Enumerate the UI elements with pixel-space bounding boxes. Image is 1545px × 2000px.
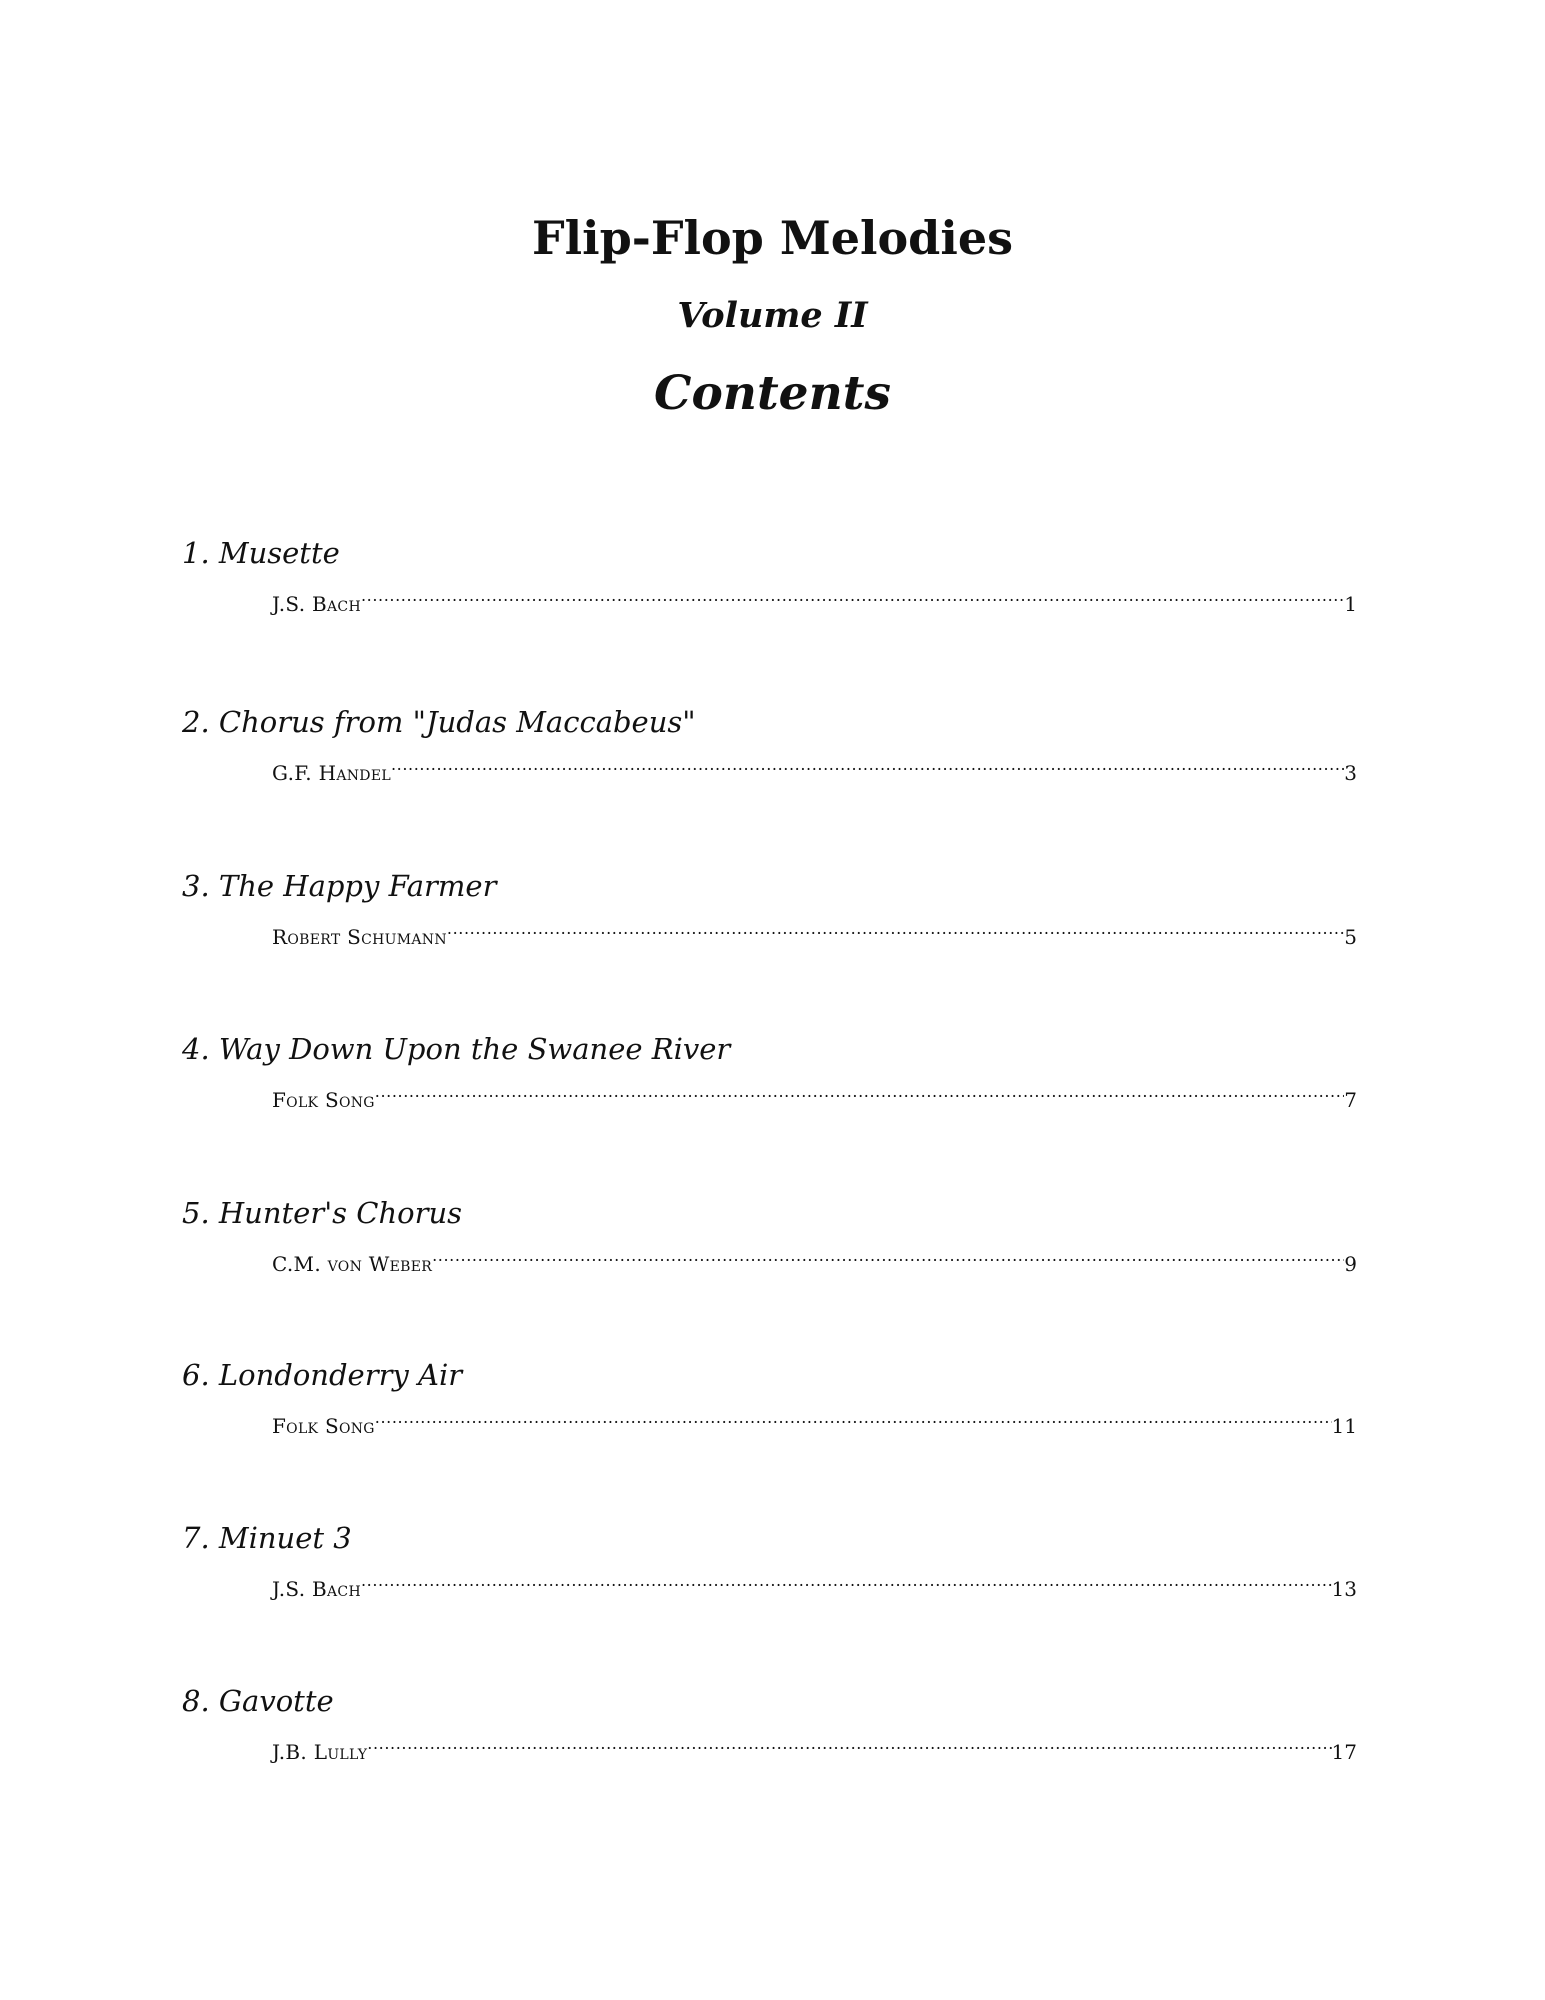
contents-heading: Contents <box>654 366 891 421</box>
toc-entry <box>182 533 1362 623</box>
volume-subtitle: Volume II <box>677 295 868 336</box>
toc-entry-line <box>272 1241 1357 1276</box>
toc-entry-title: 6. Londonderry Air <box>182 1358 463 1392</box>
toc-entry-composer: C.M. von Weber <box>272 1252 433 1276</box>
toc-entry <box>182 1681 1362 1771</box>
toc-entry-composer: Robert Schumann <box>272 925 447 949</box>
dot-leader <box>447 914 1344 944</box>
toc-entry-line <box>272 750 1357 785</box>
toc-entry-line <box>272 581 1357 616</box>
toc-entry-line <box>272 914 1357 949</box>
toc-entry-page-number: 5 <box>1344 925 1357 949</box>
dot-leader <box>375 1077 1344 1107</box>
toc-entry-page-number: 17 <box>1331 1740 1357 1764</box>
toc-entry-title: 3. The Happy Farmer <box>182 869 497 903</box>
toc-entry-line <box>272 1403 1357 1438</box>
dot-leader <box>361 1566 1332 1596</box>
toc-entry-title: 5. Hunter's Chorus <box>182 1196 463 1230</box>
dot-leader <box>361 581 1344 611</box>
dot-leader <box>391 750 1344 780</box>
dot-leader <box>432 1241 1344 1271</box>
toc-entry <box>182 1029 1362 1119</box>
dot-leader <box>375 1403 1332 1433</box>
toc-entry-line <box>272 1729 1357 1764</box>
toc-entry <box>182 1518 1362 1608</box>
toc-entry-title: 4. Way Down Upon the Swanee River <box>182 1032 731 1066</box>
dot-leader <box>367 1729 1331 1759</box>
toc-entry-title: 8. Gavotte <box>182 1684 334 1718</box>
toc-entry-line <box>272 1566 1357 1601</box>
toc-entry-composer: J.S. Bach <box>272 1577 361 1601</box>
toc-entry <box>182 1193 1362 1283</box>
toc-entry-composer: J.S. Bach <box>272 592 361 616</box>
toc-entry-page-number: 1 <box>1344 592 1357 616</box>
toc-entry <box>182 866 1362 956</box>
toc-entry-page-number: 3 <box>1344 761 1357 785</box>
toc-entry-page-number: 13 <box>1331 1577 1357 1601</box>
toc-entry-page-number: 9 <box>1344 1252 1357 1276</box>
document-title: Flip-Flop Melodies <box>531 211 1013 265</box>
toc-entry-composer: G.F. Handel <box>272 761 391 785</box>
toc-entry-title: 2. Chorus from "Judas Maccabeus" <box>182 705 696 739</box>
toc-entry-title: 1. Musette <box>182 536 340 570</box>
toc-entry-line <box>272 1077 1357 1112</box>
toc-entry-composer: Folk Song <box>272 1088 375 1112</box>
toc-entry <box>182 1355 1362 1445</box>
toc-entry-composer: J.B. Lully <box>272 1740 368 1764</box>
toc-entry-page-number: 11 <box>1331 1414 1357 1438</box>
toc-entry-composer: Folk Song <box>272 1414 375 1438</box>
toc-entry <box>182 702 1362 792</box>
toc-entry-title: 7. Minuet 3 <box>182 1521 352 1555</box>
toc-entry-page-number: 7 <box>1344 1088 1357 1112</box>
